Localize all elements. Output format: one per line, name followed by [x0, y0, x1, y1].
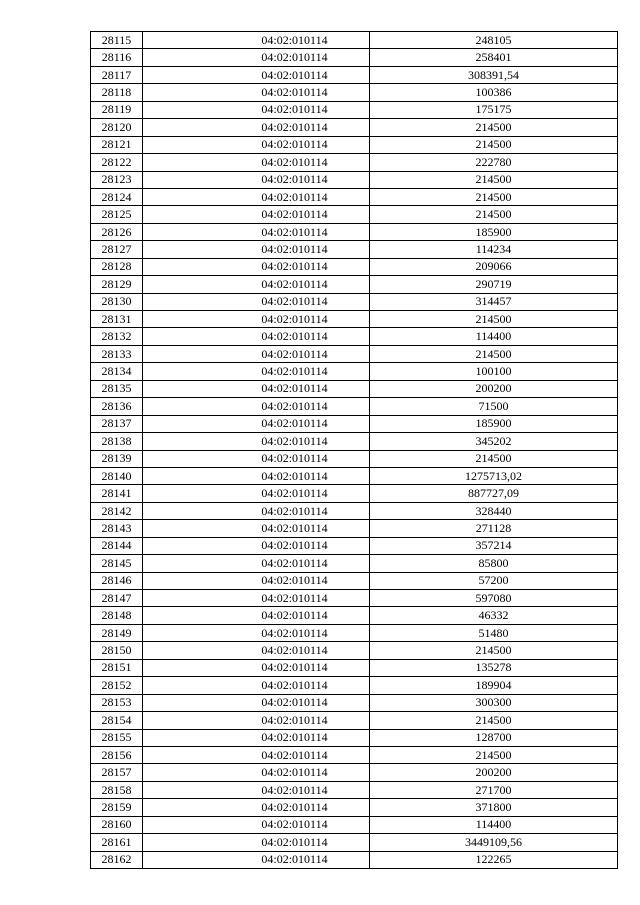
value-cell: 85800 [370, 555, 618, 572]
value-cell: 100386 [370, 84, 618, 101]
table-row [91, 241, 618, 258]
value-cell: 214500 [370, 119, 618, 136]
value-cell: 1275713,02 [370, 467, 618, 484]
row-number-cell: 28159 [91, 799, 143, 816]
cadastral-code-cell: 04:02:010114 [143, 799, 370, 816]
cadastral-code-cell: 04:02:010114 [143, 572, 370, 589]
table-row [91, 520, 618, 537]
cadastral-code-cell: 04:02:010114 [143, 537, 370, 554]
document-page [90, 31, 617, 869]
row-number-cell: 28153 [91, 694, 143, 711]
value-cell: 222780 [370, 154, 618, 171]
cadastral-code-cell: 04:02:010114 [143, 84, 370, 101]
value-cell: 200200 [370, 764, 618, 781]
table-row [91, 851, 618, 868]
value-cell: 114234 [370, 241, 618, 258]
table-row [91, 642, 618, 659]
cadastral-code-cell: 04:02:010114 [143, 502, 370, 519]
row-number-cell: 28152 [91, 677, 143, 694]
table-row [91, 607, 618, 624]
row-number-cell: 28120 [91, 119, 143, 136]
value-cell: 57200 [370, 572, 618, 589]
table-row [91, 659, 618, 676]
cadastral-code-cell: 04:02:010114 [143, 746, 370, 763]
cadastral-code-cell: 04:02:010114 [143, 851, 370, 868]
cadastral-code-cell: 04:02:010114 [143, 764, 370, 781]
table-row [91, 781, 618, 798]
value-cell: 314457 [370, 293, 618, 310]
value-cell: 114400 [370, 328, 618, 345]
row-number-cell: 28145 [91, 555, 143, 572]
cadastral-code-cell: 04:02:010114 [143, 241, 370, 258]
row-number-cell: 28130 [91, 293, 143, 310]
value-cell: 345202 [370, 433, 618, 450]
row-number-cell: 28157 [91, 764, 143, 781]
table-row [91, 311, 618, 328]
cadastral-code-cell: 04:02:010114 [143, 694, 370, 711]
value-cell: 114400 [370, 816, 618, 833]
cadastral-code-cell: 04:02:010114 [143, 66, 370, 83]
value-cell: 371800 [370, 799, 618, 816]
cadastral-code-cell: 04:02:010114 [143, 712, 370, 729]
value-cell: 271128 [370, 520, 618, 537]
table-row [91, 345, 618, 362]
registry-table-body [91, 32, 618, 869]
cadastral-code-cell: 04:02:010114 [143, 624, 370, 641]
value-cell: 3449109,56 [370, 834, 618, 851]
row-number-cell: 28134 [91, 363, 143, 380]
table-row [91, 467, 618, 484]
row-number-cell: 28143 [91, 520, 143, 537]
row-number-cell: 28126 [91, 223, 143, 240]
table-row [91, 258, 618, 275]
row-number-cell: 28142 [91, 502, 143, 519]
row-number-cell: 28127 [91, 241, 143, 258]
table-row [91, 188, 618, 205]
row-number-cell: 28116 [91, 49, 143, 66]
cadastral-code-cell: 04:02:010114 [143, 555, 370, 572]
table-row [91, 328, 618, 345]
table-row [91, 293, 618, 310]
cadastral-code-cell: 04:02:010114 [143, 520, 370, 537]
row-number-cell: 28132 [91, 328, 143, 345]
cadastral-code-cell: 04:02:010114 [143, 380, 370, 397]
value-cell: 308391,54 [370, 66, 618, 83]
table-row [91, 32, 618, 49]
value-cell: 135278 [370, 659, 618, 676]
value-cell: 175175 [370, 101, 618, 118]
row-number-cell: 28148 [91, 607, 143, 624]
value-cell: 214500 [370, 642, 618, 659]
table-row [91, 729, 618, 746]
table-row [91, 555, 618, 572]
cadastral-code-cell: 04:02:010114 [143, 433, 370, 450]
cadastral-code-cell: 04:02:010114 [143, 485, 370, 502]
value-cell: 248105 [370, 32, 618, 49]
table-row [91, 154, 618, 171]
value-cell: 328440 [370, 502, 618, 519]
table-row [91, 624, 618, 641]
value-cell: 300300 [370, 694, 618, 711]
value-cell: 122265 [370, 851, 618, 868]
table-row [91, 450, 618, 467]
value-cell: 271700 [370, 781, 618, 798]
cadastral-code-cell: 04:02:010114 [143, 450, 370, 467]
table-row [91, 398, 618, 415]
value-cell: 200200 [370, 380, 618, 397]
row-number-cell: 28138 [91, 433, 143, 450]
row-number-cell: 28117 [91, 66, 143, 83]
value-cell: 214500 [370, 206, 618, 223]
value-cell: 185900 [370, 415, 618, 432]
cadastral-code-cell: 04:02:010114 [143, 136, 370, 153]
cadastral-code-cell: 04:02:010114 [143, 328, 370, 345]
value-cell: 71500 [370, 398, 618, 415]
value-cell: 214500 [370, 311, 618, 328]
row-number-cell: 28128 [91, 258, 143, 275]
row-number-cell: 28122 [91, 154, 143, 171]
row-number-cell: 28149 [91, 624, 143, 641]
row-number-cell: 28141 [91, 485, 143, 502]
row-number-cell: 28140 [91, 467, 143, 484]
table-row [91, 537, 618, 554]
cadastral-code-cell: 04:02:010114 [143, 32, 370, 49]
value-cell: 100100 [370, 363, 618, 380]
cadastral-code-cell: 04:02:010114 [143, 729, 370, 746]
row-number-cell: 28121 [91, 136, 143, 153]
value-cell: 189904 [370, 677, 618, 694]
value-cell: 214500 [370, 450, 618, 467]
value-cell: 51480 [370, 624, 618, 641]
cadastral-code-cell: 04:02:010114 [143, 223, 370, 240]
table-row [91, 590, 618, 607]
cadastral-code-cell: 04:02:010114 [143, 345, 370, 362]
row-number-cell: 28139 [91, 450, 143, 467]
value-cell: 258401 [370, 49, 618, 66]
table-row [91, 502, 618, 519]
row-number-cell: 28162 [91, 851, 143, 868]
row-number-cell: 28136 [91, 398, 143, 415]
value-cell: 214500 [370, 171, 618, 188]
row-number-cell: 28147 [91, 590, 143, 607]
cadastral-code-cell: 04:02:010114 [143, 206, 370, 223]
table-row [91, 799, 618, 816]
cadastral-code-cell: 04:02:010114 [143, 188, 370, 205]
value-cell: 214500 [370, 345, 618, 362]
row-number-cell: 28154 [91, 712, 143, 729]
row-number-cell: 28161 [91, 834, 143, 851]
row-number-cell: 28151 [91, 659, 143, 676]
table-row [91, 223, 618, 240]
table-row [91, 816, 618, 833]
table-row [91, 171, 618, 188]
row-number-cell: 28135 [91, 380, 143, 397]
cadastral-code-cell: 04:02:010114 [143, 171, 370, 188]
row-number-cell: 28119 [91, 101, 143, 118]
cadastral-code-cell: 04:02:010114 [143, 834, 370, 851]
cadastral-code-cell: 04:02:010114 [143, 154, 370, 171]
cadastral-code-cell: 04:02:010114 [143, 363, 370, 380]
row-number-cell: 28129 [91, 276, 143, 293]
cadastral-code-cell: 04:02:010114 [143, 659, 370, 676]
row-number-cell: 28158 [91, 781, 143, 798]
cadastral-code-cell: 04:02:010114 [143, 607, 370, 624]
row-number-cell: 28137 [91, 415, 143, 432]
table-row [91, 764, 618, 781]
table-row [91, 433, 618, 450]
value-cell: 597080 [370, 590, 618, 607]
cadastral-code-cell: 04:02:010114 [143, 293, 370, 310]
table-row [91, 485, 618, 502]
table-row [91, 572, 618, 589]
row-number-cell: 28124 [91, 188, 143, 205]
row-number-cell: 28144 [91, 537, 143, 554]
value-cell: 214500 [370, 746, 618, 763]
cadastral-code-cell: 04:02:010114 [143, 467, 370, 484]
row-number-cell: 28123 [91, 171, 143, 188]
cadastral-code-cell: 04:02:010114 [143, 816, 370, 833]
table-row [91, 84, 618, 101]
table-row [91, 746, 618, 763]
table-row [91, 677, 618, 694]
cadastral-code-cell: 04:02:010114 [143, 119, 370, 136]
table-row [91, 380, 618, 397]
cadastral-code-cell: 04:02:010114 [143, 276, 370, 293]
cadastral-code-cell: 04:02:010114 [143, 677, 370, 694]
row-number-cell: 28125 [91, 206, 143, 223]
value-cell: 185900 [370, 223, 618, 240]
value-cell: 887727,09 [370, 485, 618, 502]
table-row [91, 101, 618, 118]
cadastral-code-cell: 04:02:010114 [143, 311, 370, 328]
row-number-cell: 28150 [91, 642, 143, 659]
cadastral-code-cell: 04:02:010114 [143, 415, 370, 432]
row-number-cell: 28115 [91, 32, 143, 49]
cadastral-code-cell: 04:02:010114 [143, 101, 370, 118]
cadastral-code-cell: 04:02:010114 [143, 398, 370, 415]
cadastral-code-cell: 04:02:010114 [143, 642, 370, 659]
row-number-cell: 28160 [91, 816, 143, 833]
cadastral-code-cell: 04:02:010114 [143, 590, 370, 607]
table-row [91, 834, 618, 851]
cadastral-code-cell: 04:02:010114 [143, 49, 370, 66]
row-number-cell: 28155 [91, 729, 143, 746]
value-cell: 209066 [370, 258, 618, 275]
row-number-cell: 28131 [91, 311, 143, 328]
value-cell: 357214 [370, 537, 618, 554]
value-cell: 46332 [370, 607, 618, 624]
table-row [91, 206, 618, 223]
table-row [91, 49, 618, 66]
table-row [91, 694, 618, 711]
cadastral-code-cell: 04:02:010114 [143, 258, 370, 275]
table-row [91, 66, 618, 83]
row-number-cell: 28146 [91, 572, 143, 589]
cadastral-code-cell: 04:02:010114 [143, 781, 370, 798]
value-cell: 214500 [370, 188, 618, 205]
value-cell: 128700 [370, 729, 618, 746]
row-number-cell: 28156 [91, 746, 143, 763]
table-row [91, 712, 618, 729]
table-row [91, 363, 618, 380]
value-cell: 214500 [370, 136, 618, 153]
value-cell: 290719 [370, 276, 618, 293]
table-row [91, 119, 618, 136]
row-number-cell: 28133 [91, 345, 143, 362]
registry-table [90, 31, 618, 869]
row-number-cell: 28118 [91, 84, 143, 101]
table-row [91, 136, 618, 153]
table-row [91, 276, 618, 293]
value-cell: 214500 [370, 712, 618, 729]
table-row [91, 415, 618, 432]
